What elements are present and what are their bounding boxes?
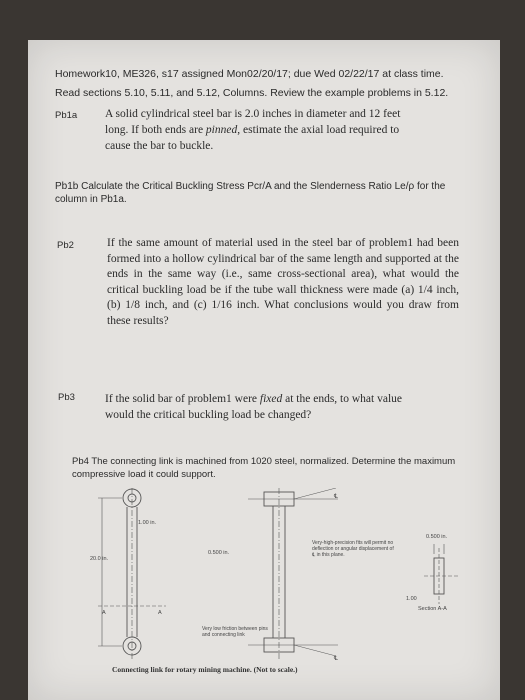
section-a-a-label: Section A-A — [418, 606, 447, 612]
pb1b-text: Pb1b Calculate the Critical Buckling Stress Pcr/A and the Slenderness Ratio Le/ρ for the column in Pb1a. — [55, 181, 446, 205]
header-line-2: Read sections 5.10, 5.11, and 5.12, Columns. Review the example problems in 5.12. — [55, 87, 449, 99]
connecting-link-figure — [88, 488, 488, 664]
link-front-view — [98, 488, 166, 660]
pb1a-label: Pb1a — [55, 110, 78, 121]
header-line-1: Homework10, ME326, s17 assigned Mon02/20/17; due Wed 02/22/17 at class time. — [55, 68, 444, 80]
pb3-label: Pb3 — [58, 392, 75, 403]
centerline-bottom: ℄ — [334, 656, 338, 662]
section-marker-a-right: A — [158, 610, 162, 616]
dim-width1-label: 0.500 in. — [208, 550, 230, 556]
pb3-text: If the solid bar of problem1 were fixed at the ends, to what value would the critical buckling load be changed? — [105, 393, 403, 421]
pb2-text: If the same amount of material used in the steel bar of problem1 had been formed into a hollow cylindrical bar of the same length and supported at the ends in the same way (i.e., same cross-sectional area), what would the critical buckling load be if the tube wall thickness were made (a) 1/4 inch, (b) 1/8 inch, and (c) 1/16 inch. What conclusions would you draw from these results? — [107, 237, 459, 327]
dim-length-label: 20.0 in. — [90, 556, 109, 562]
figure-caption: Connecting link for rotary mining machine. (Not to scale.) — [112, 665, 298, 674]
dim-section-label: 1.00 — [406, 596, 417, 602]
section-a-a-view — [424, 544, 460, 604]
note-friction: Very low friction between pins and connecting link — [202, 626, 268, 638]
note-friction-box — [202, 626, 270, 656]
dim-top-label: 1.00 in. — [138, 520, 157, 526]
centerline-top: ℄ — [334, 494, 338, 500]
pb2-label: Pb2 — [57, 240, 74, 251]
homework-page — [28, 40, 500, 700]
note-pins: Very-high-precision fits will permit no deflection or angular displacement of ℄ in this plane. — [312, 540, 394, 558]
note-pins-box — [312, 540, 394, 586]
section-marker-a-left: A — [102, 610, 106, 616]
pb4-text: Pb4 The connecting link is machined from 1020 steel, normalized. Determine the maximum compressive load it could support. — [72, 456, 456, 480]
pb1a-text: A solid cylindrical steel bar is 2.0 inches in diameter and 12 feet long. If both ends are pinned, estimate the axial load required to cause the bar to buckle. — [105, 108, 401, 152]
dim-width2-label: 0.500 in. — [426, 534, 448, 540]
